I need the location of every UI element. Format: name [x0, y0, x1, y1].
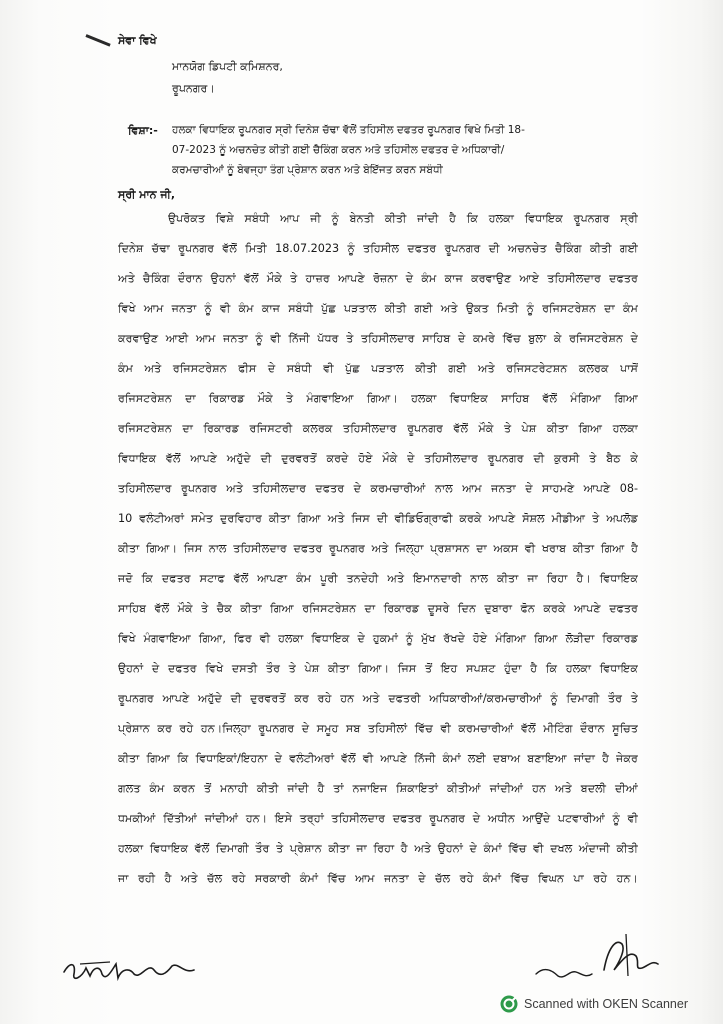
body-line: ਰੂਪਨਗਰ ਆਪਣੇ ਅਹੁੱਦੇ ਦੀ ਦੁਰਵਰਤੋਂ ਕਰ ਰਹੇ ਹਨ ਅਤੇ ਦਫਤਰੀ ਅਧਿਕਾਰੀਆਂ/ਕਰਮਚਾਰੀਆਂ ਨੂੰ ਦਿਮਾਗੀ ਤੌਰ ਤੇ — [118, 692, 638, 705]
body-line: 10 ਵਲੰਟੀਅਰਾਂ ਸਮੇਤ ਦੁਰਵਿਹਾਰ ਕੀਤਾ ਗਿਆ ਅਤੇ ਜਿਸ ਦੀ ਵੀਡਿਓਗ੍ਰਾਫੀ ਕਰਕੇ ਆਪਣੇ ਸੋਸ਼ਲ ਮੀਡੀਆ ਤੇ ਅਪਲੋਡ — [118, 512, 638, 525]
body-line: ਜਦੋ ਕਿ ਦਫਤਰ ਸਟਾਫ ਵੱਲੋਂ ਆਪਣਾ ਕੰਮ ਪੂਰੀ ਤਨਦੇਹੀ ਅਤੇ ਇਮਾਨਦਾਰੀ ਨਾਲ ਕੀਤਾ ਜਾ ਰਿਹਾ ਹੈ। ਵਿਧਾਇਕ — [118, 572, 638, 585]
subject-label: ਵਿਸ਼ਾ:- — [128, 124, 158, 137]
oken-scanner-icon — [500, 995, 518, 1013]
body-line: ਰਜਿਸਟਰੇਸ਼ਨ ਦਾ ਰਿਕਾਰਡ ਰਜਿਸਟਰੀ ਕਲਰਕ ਤਹਿਸੀਲਦਾਰ ਰੂਪਨਗਰ ਵੱਲੋਂ ਮੌਕੇ ਤੇ ਪੇਸ਼ ਕੀਤਾ ਗਿਆ ਹਲਕਾ — [118, 422, 638, 435]
body-line: ਵਿਧਾਇਕ ਵੱਲੋਂ ਆਪਣੇ ਅਹੁੱਦੇ ਦੀ ਦੁਰਵਰਤੋਂ ਕਰਦੇ ਹੋਏ ਮੌਕੇ ਦੇ ਤਹਿਸੀਲਦਾਰ ਰੂਪਨਗਰ ਦੀ ਕੁਰਸੀ ਤੇ ਬੈਠ ਕੇ — [118, 452, 638, 465]
body-line: ਵਿਖੇ ਮੰਗਵਾਇਆ ਗਿਆ, ਫਿਰ ਵੀ ਹਲਕਾ ਵਿਧਾਇਕ ਦੇ ਹੁਕਮਾਂ ਨੂੰ ਮੁੱਖ ਰੱਖਦੇ ਹੋਏ ਮੰਗਿਆ ਗਿਆ ਲੋੜੀਦਾ ਰਿਕਾਰਡ — [118, 632, 638, 645]
body-line: ਕੰਮ ਅਤੇ ਰਜਿਸਟਰੇਸ਼ਨ ਫੀਸ ਦੇ ਸਬੰਧੀ ਵੀ ਪੁੱਛ ਪੜਤਾਲ ਕੀਤੀ ਗਈ ਅਤੇ ਰਜਿਸਟਰੇਟਸ਼ਨ ਕਲਰਕ ਪਾਸੋਂ — [118, 362, 638, 375]
signature-right — [530, 930, 670, 990]
body-line: ਕੀਤਾ ਗਿਆ। ਜਿਸ ਨਾਲ ਤਹਿਸੀਲਦਾਰ ਦਫਤਰ ਰੂਪਨਗਰ ਅਤੇ ਜਿਲ੍ਹਾ ਪ੍ਰਸ਼ਾਸਨ ਦਾ ਅਕਸ ਵੀ ਖਰਾਬ ਕੀਤਾ ਗਿਆ ਹੈ — [118, 542, 638, 555]
greeting: ਸ੍ਰੀ ਮਾਨ ਜੀ, — [118, 188, 176, 201]
pen-mark — [85, 34, 110, 47]
body-line: ਦਿਨੇਸ਼ ਚੱਢਾ ਰੂਪਨਗਰ ਵੱਲੋਂ ਮਿਤੀ 18.07.2023 ਨੂੰ ਤਹਿਸੀਲ ਦਫਤਰ ਰੂਪਨਗਰ ਦੀ ਅਚਨਚੇਤ ਚੈਕਿੰਗ ਕੀਤੀ ਗਈ — [118, 242, 638, 255]
recipient-title: ਮਾਨਯੋਗ ਡਿਪਟੀ ਕਮਿਸ਼ਨਰ, — [172, 60, 283, 73]
subject-line: ਹਲਕਾ ਵਿਧਾਇਕ ਰੂਪਨਗਰ ਸ੍ਰੀ ਦਿਨੇਸ਼ ਚੱਢਾ ਵੱਲੋਂ ਤਹਿਸੀਲ ਦਫਤਰ ਰੂਪਨਗਰ ਵਿਖੇ ਮਿਤੀ 18- — [172, 124, 525, 136]
body-line: ਜਾ ਰਹੀ ਹੈ ਅਤੇ ਚੱਲ ਰਹੇ ਸਰਕਾਰੀ ਕੰਮਾਂ ਵਿੱਚ ਆਮ ਜਨਤਾ ਦੇ ਚੱਲ ਰਹੇ ਕੰਮਾਂ ਵਿੱਚ ਵਿਘਨ ਪਾ ਰਹੇ ਹਨ। — [118, 872, 638, 885]
body-line: ਤਹਿਸੀਲਦਾਰ ਰੂਪਨਗਰ ਅਤੇ ਤਹਿਸੀਲਦਾਰ ਦਫਤਰ ਦੇ ਕਰਮਚਾਰੀਆਂ ਨਾਲ ਆਮ ਜਨਤਾ ਦੇ ਸਾਹਮਣੇ ਆਪਣੇ 08- — [118, 482, 638, 495]
body-line: ਕਰਵਾਉਣ ਆਈ ਆਮ ਜਨਤਾ ਨੂੰ ਵੀ ਨਿੱਜੀ ਪੱਧਰ ਤੇ ਤਹਿਸੀਲਦਾਰ ਸਾਹਿਬ ਦੇ ਕਮਰੇ ਵਿੱਚ ਬੁਲਾ ਕੇ ਰਜਿਸਟਰੇਸ਼ਨ ਦੇ — [118, 332, 638, 345]
scanner-watermark — [500, 994, 688, 1014]
body-line: ਵਿਖੇ ਆਮ ਜਨਤਾ ਨੂੰ ਵੀ ਕੰਮ ਕਾਜ ਸਬੰਧੀ ਪੁੱਛ ਪੜਤਾਲ ਕੀਤੀ ਗਈ ਅਤੇ ਉਕਤ ਮਿਤੀ ਨੂੰ ਰਜਿਸਟਰੇਸ਼ਨ ਦਾ ਕੰਮ — [118, 302, 638, 315]
body-line: ਰਜਿਸਟਰੇਸ਼ਨ ਦਾ ਰਿਕਾਰਡ ਮੌਕੇ ਤੇ ਮੰਗਵਾਇਆ ਗਿਆ। ਹਲਕਾ ਵਿਧਾਇਕ ਸਾਹਿਬ ਵੱਲੋਂ ਮੰਗਿਆ ਗਿਆ — [118, 392, 638, 405]
body-line: ਅਤੇ ਚੈਕਿੰਗ ਦੌਰਾਨ ਉਹਨਾਂ ਵੱਲੋਂ ਮੌਕੇ ਤੇ ਹਾਜ਼ਰ ਆਪਣੇ ਰੋਜ਼ਨਾ ਦੇ ਕੰਮ ਕਾਜ ਕਰਵਾਉਣ ਆਏ ਤਹਿਸੀਲਦਾਰ ਦਫਤਰ — [118, 272, 638, 285]
recipient-city: ਰੂਪਨਗਰ। — [172, 82, 215, 95]
salutation: ਸੇਵਾ ਵਿਖੇ — [118, 34, 157, 47]
scanner-label: Scanned with OKEN Scanner — [524, 997, 688, 1011]
body-line: ਉਹਨਾਂ ਦੇ ਦਫਤਰ ਵਿਖੇ ਦਸਤੀ ਤੌਰ ਤੇ ਪੇਸ਼ ਕੀਤਾ ਗਿਆ। ਜਿਸ ਤੋਂ ਇਹ ਸਪਸ਼ਟ ਹੁੰਦਾ ਹੈ ਕਿ ਹਲਕਾ ਵਿਧਾਇਕ — [118, 662, 638, 675]
body-line: ਉਪਰੋਕਤ ਵਿਸ਼ੇ ਸਬੰਧੀ ਆਪ ਜੀ ਨੂੰ ਬੇਨਤੀ ਕੀਤੀ ਜਾਂਦੀ ਹੈ ਕਿ ਹਲਕਾ ਵਿਧਾਇਕ ਰੂਪਨਗਰ ਸ੍ਰੀ — [168, 212, 638, 225]
subject-line: ਕਰਮਚਾਰੀਆਂ ਨੂੰ ਬੇਵਜ੍ਹਾ ਤੰਗ ਪ੍ਰੇਸ਼ਾਨ ਕਰਨ ਅਤੇ ਬੇਇੱਜਤ ਕਰਨ ਸਬੰਧੀ — [172, 164, 443, 176]
body-line: ਗਲਤ ਕੰਮ ਕਰਨ ਤੋਂ ਮਨਾਹੀ ਕੀਤੀ ਜਾਂਦੀ ਹੈ ਤਾਂ ਨਜਾਇਜ ਸ਼ਿਕਾਇਤਾਂ ਕੀਤੀਆਂ ਜਾਂਦੀਆਂ ਹਨ ਅਤੇ ਬਦਲੀ ਦੀਆਂ — [118, 782, 638, 795]
signature-left — [60, 952, 200, 988]
body-line: ਪ੍ਰੇਸ਼ਾਨ ਕਰ ਰਹੇ ਹਨ।ਜਿਲ੍ਹਾ ਰੂਪਨਗਰ ਦੇ ਸਮੂਹ ਸਬ ਤਹਿਸੀਲਾਂ ਵਿੱਚ ਵੀ ਕਰਮਚਾਰੀਆਂ ਵੱਲੋਂ ਮੀਟਿੰਗ ਦੌਰਾਨ ਸੂਚਿਤ — [118, 722, 638, 735]
body-line: ਧਮਕੀਆਂ ਦਿੱਤੀਆਂ ਜਾਂਦੀਆਂ ਹਨ। ਇਸੇ ਤਰ੍ਹਾਂ ਤਹਿਸੀਲਦਾਰ ਦਫਤਰ ਰੂਪਨਗਰ ਦੇ ਅਧੀਨ ਆਉਂਦੇ ਪਟਵਾਰੀਆਂ ਨੂੰ ਵੀ — [118, 812, 638, 825]
body-line: ਕੀਤਾ ਗਿਆ ਕਿ ਵਿਧਾਇਕਾਂ/ਇਹਨਾ ਦੇ ਵਲੰਟੀਅਰਾਂ ਵੱਲੋਂ ਵੀ ਆਪਣੇ ਨਿੱਜੀ ਕੰਮਾਂ ਲਈ ਦਬਾਅ ਬਣਾਇਆ ਜਾਂਦਾ ਹੈ ਜੇਕਰ — [118, 752, 638, 765]
body-line: ਹਲਕਾ ਵਿਧਾਇਕ ਵੱਲੋਂ ਦਿਮਾਗੀ ਤੌਰ ਤੇ ਪ੍ਰੇਸ਼ਾਨ ਕੀਤਾ ਜਾ ਰਿਹਾ ਹੈ ਅਤੇ ਉਹਨਾਂ ਦੇ ਕੰਮਾਂ ਵਿੱਚ ਵੀ ਦਖਲ ਅੰਦਾਜੀ ਕੀਤੀ — [118, 842, 638, 855]
subject-line: 07-2023 ਨੂੰ ਅਚਨਚੇਤ ਕੀਤੀ ਗਈ ਚੈਕਿੰਗ ਕਰਨ ਅਤੇ ਤਹਿਸੀਲ ਦਫਤਰ ਦੇ ਅਧਿਕਾਰੀ/ — [172, 144, 505, 156]
body-line: ਸਾਹਿਬ ਵੱਲੋਂ ਮੌਕੇ ਤੇ ਚੈਕ ਕੀਤਾ ਗਿਆ ਰਜਿਸਟਰੇਸ਼ਨ ਦਾ ਰਿਕਾਰਡ ਦੂਸਰੇ ਦਿਨ ਦੁਬਾਰਾ ਫੋਨ ਕਰਕੇ ਆਪਣੇ ਦਫਤਰ — [118, 602, 638, 615]
